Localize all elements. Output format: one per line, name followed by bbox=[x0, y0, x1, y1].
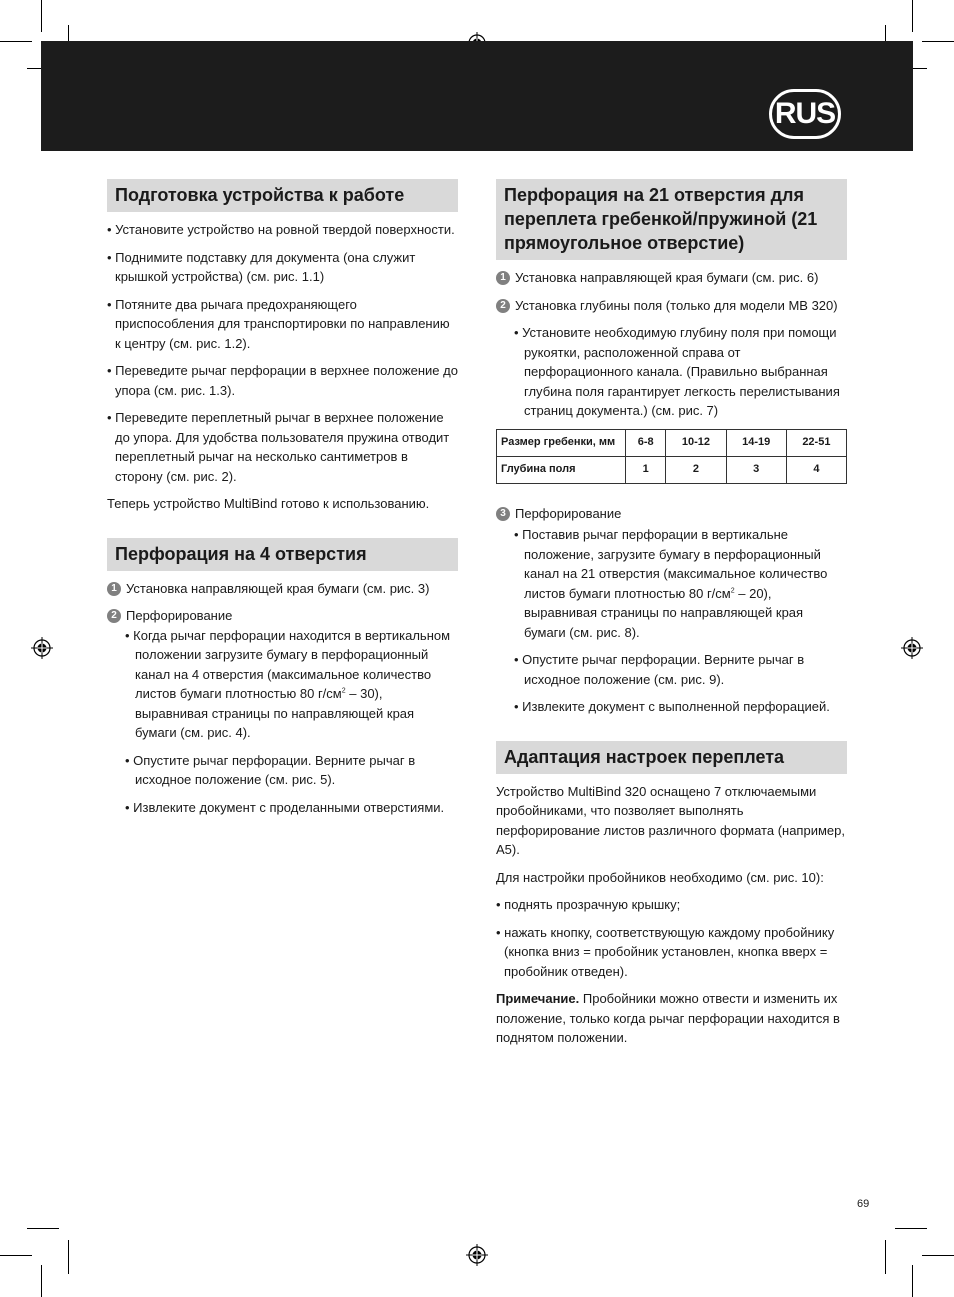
crop-mark bbox=[895, 1228, 927, 1229]
table-cell: 6-8 bbox=[626, 429, 666, 456]
step-number-icon: 3 bbox=[496, 507, 510, 521]
step-text: Установка глубины поля (только для модели MB 320) bbox=[515, 297, 838, 313]
section-title-perforation-4: Перфорация на 4 отверстия bbox=[107, 538, 458, 571]
table-cell: 10-12 bbox=[666, 429, 726, 456]
list-item: • поднять прозрачную крышку; bbox=[496, 897, 681, 912]
step-number-icon: 2 bbox=[107, 609, 121, 623]
list-item: • нажать кнопку, соответствующую каждому пробойнику (кнопка вниз = пробойник установлен, кнопка вверх = пробойник отведен). bbox=[496, 924, 835, 979]
superscript: 2 bbox=[730, 587, 735, 595]
crop-mark bbox=[41, 1265, 42, 1297]
section-title-preparation: Подготовка устройства к работе bbox=[107, 179, 458, 212]
list-item: • Извлеките документ с проделанными отверстиями. bbox=[125, 799, 445, 815]
sub-list bbox=[107, 626, 458, 818]
note-paragraph bbox=[496, 989, 847, 1048]
list-item-text: – 20), выравнивая страницы по направляющей края бумаги (см. рис. 8). bbox=[524, 585, 804, 640]
table-cell: 2 bbox=[666, 456, 726, 483]
list-item-text: • Когда рычаг перфорации находится в вертикальном положении загрузите бумагу в перфорационный канал на 4 отверстия (максимальное количество листов бумаги плотностью 80 г/см bbox=[125, 627, 451, 701]
table-cell: 1 bbox=[626, 456, 666, 483]
step-text: Установка направляющей края бумаги (см. рис. 3) bbox=[126, 580, 430, 596]
list-item: • Опустите рычаг перфорации. Верните рычаг в исходное положение (см. рис. 5). bbox=[125, 752, 416, 787]
list-item: • Опустите рычаг перфорации. Верните рычаг в исходное положение (см. рис. 9). bbox=[514, 652, 805, 687]
crop-mark bbox=[885, 1240, 886, 1274]
table-header-cell: Размер гребенки, мм bbox=[497, 429, 626, 456]
list-item: • Переведите рычаг перфорации в верхнее положение до упора (см. рис. 1.3). bbox=[107, 363, 458, 398]
table-cell: 4 bbox=[786, 456, 846, 483]
step-text: Перфорирование bbox=[515, 505, 622, 521]
crop-mark bbox=[68, 1240, 69, 1274]
list-item bbox=[514, 525, 847, 642]
left-column bbox=[107, 179, 458, 825]
table-row bbox=[497, 429, 847, 456]
step-item bbox=[107, 579, 458, 599]
note-text: Пробойники можно отвести и изменить их положение, только когда рычаг перфорации находится в поднятом положении. bbox=[496, 991, 840, 1045]
crop-mark bbox=[922, 1255, 954, 1256]
list-item bbox=[125, 626, 458, 743]
step-item bbox=[496, 296, 847, 316]
list-item: • Установите устройство на ровной твердой поверхности. bbox=[107, 222, 455, 237]
step-number-icon: 2 bbox=[496, 299, 510, 313]
margin-depth-table bbox=[496, 429, 847, 484]
superscript: 2 bbox=[341, 687, 346, 695]
crop-mark bbox=[912, 0, 913, 32]
paragraph: Для настройки пробойников необходимо (см. рис. 10): bbox=[496, 869, 824, 885]
step-item bbox=[496, 268, 847, 288]
crop-mark bbox=[0, 1255, 32, 1256]
paragraph: Устройство MultiBind 320 оснащено 7 отключаемыми пробойниками, что позволяет выполнять перфорирование листов различного формата (например, A5). bbox=[496, 783, 845, 857]
step-text: Перфорирование bbox=[126, 608, 233, 623]
section-title-adaptation: Адаптация настроек переплета bbox=[496, 741, 847, 774]
registration-mark-icon bbox=[901, 637, 923, 659]
crop-mark bbox=[912, 1265, 913, 1297]
crop-mark bbox=[41, 0, 42, 32]
table-header-cell: Глубина поля bbox=[497, 456, 626, 483]
step-item bbox=[496, 504, 847, 524]
registration-mark-icon bbox=[31, 637, 53, 659]
list-item: • Поднимите подставку для документа (она служит крышкой устройства) (см. рис. 1.1) bbox=[107, 249, 416, 284]
list-item: • Потяните два рычага предохраняющего приспособления для транспортировки по направлению к центру (см. рис. 1.2). bbox=[107, 296, 450, 351]
page-number: 69 bbox=[857, 1198, 870, 1210]
table-cell: 14-19 bbox=[726, 429, 786, 456]
paragraph: Теперь устройство MultiBind готово к использованию. bbox=[107, 496, 430, 511]
section-title-perforation-21: Перфорация на 21 отверстия для переплета гребенкой/пружиной (21 прямоугольное отверстие) bbox=[496, 179, 847, 260]
right-column bbox=[496, 179, 847, 1056]
sub-list bbox=[496, 323, 847, 421]
crop-mark bbox=[922, 41, 954, 42]
language-badge: RUS bbox=[769, 89, 841, 139]
crop-mark bbox=[0, 41, 32, 42]
list-item-text: • Поставив рычаг перфорации в вертикальне положение, загрузите бумагу в перфорационный канал на 21 отверстия (максимальное количество листов бумаги плотностью 80 г/см bbox=[514, 527, 828, 601]
list-item: • Извлеките документ с выполненной перфорацией. bbox=[514, 699, 830, 714]
sub-list bbox=[496, 525, 847, 717]
table-cell: 22-51 bbox=[786, 429, 846, 456]
step-item bbox=[107, 606, 458, 626]
step-text: Установка направляющей края бумаги (см. рис. 6) bbox=[515, 270, 819, 285]
table-row bbox=[497, 456, 847, 483]
step-number-icon: 1 bbox=[107, 582, 121, 596]
crop-mark bbox=[27, 1228, 59, 1229]
step-number-icon: 1 bbox=[496, 271, 510, 285]
note-label: Примечание. bbox=[496, 991, 580, 1006]
registration-mark-icon bbox=[466, 1244, 488, 1266]
list-item-text: – 30), выравнивая страницы по направляющей края бумаги (см. рис. 4). bbox=[135, 686, 415, 740]
list-item: • Установите необходимую глубину поля при помощи рукоятки, расположенной справа от перфорационного канала. (Правильно выбранная глубина поля гарантирует легкость перелистывания страниц документа.) (см. рис. 7) bbox=[514, 325, 840, 418]
list-item: • Переведите переплетный рычаг в верхнее положение до упора. Для удобства пользователя пружина отводит переплетный рычаг на несколько сантиметров в сторону (см. рис. 2). bbox=[107, 410, 450, 484]
table-cell: 3 bbox=[726, 456, 786, 483]
